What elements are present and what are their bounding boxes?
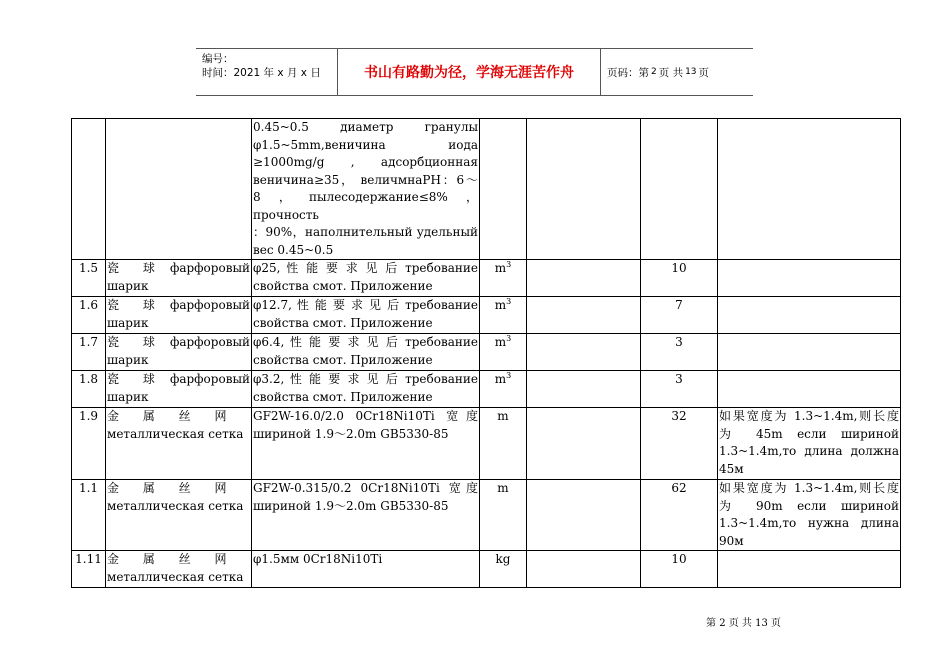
item-quantity: 7 <box>675 298 683 312</box>
item-unit-exponent: 3 <box>506 260 512 269</box>
item-spec-line: 8，пылесодержание≤8%，прочность <box>253 190 478 222</box>
item-spec-line: φ3.2, 性 能 要 求 见 后 требование <box>253 372 478 386</box>
item-name-zh: 瓷 球 <box>107 335 165 349</box>
item-note-cell <box>718 260 901 297</box>
item-unit-exponent: 3 <box>506 334 512 343</box>
item-number-cell <box>72 297 106 334</box>
item-number-cell <box>72 334 106 371</box>
item-unit: m <box>497 481 509 495</box>
item-note-cell <box>718 480 901 551</box>
item-unit: m <box>494 335 507 349</box>
item-number: 1.6 <box>78 298 99 312</box>
code-label: 编号： <box>202 53 234 65</box>
item-name-ru-first: фарфоровый <box>169 261 250 275</box>
item-spec-line: шириной 1.9～2.0m GB5330-85 <box>253 498 449 513</box>
item-number: 1.1 <box>78 481 99 495</box>
item-quantity-cell <box>641 297 718 334</box>
item-number: 1.7 <box>78 335 99 349</box>
item-name-line <box>107 297 250 315</box>
item-unit-cell <box>480 371 527 408</box>
item-spec-cell <box>252 119 480 260</box>
item-spec-cell <box>252 480 480 551</box>
item-name-ru: шарик <box>107 278 149 293</box>
item-name-cell <box>106 480 252 551</box>
item-note-cell <box>718 551 901 588</box>
item-note-cell <box>718 371 901 408</box>
page-header <box>196 48 753 96</box>
footer-b: 页 共 <box>728 618 752 629</box>
item-unit: m <box>494 261 507 275</box>
item-quantity: 3 <box>675 335 683 349</box>
item-quantity-cell <box>641 480 718 551</box>
item-name-ru: шарик <box>107 352 149 367</box>
empty-cell <box>527 408 641 480</box>
item-unit: m <box>497 409 509 423</box>
item-spec-line: GF2W-16.0/2.0 0Cr18Ni10Ti 宽度 <box>253 409 478 423</box>
item-name-line <box>107 371 250 389</box>
item-note-line: 1.3~1.4m,то длина должна <box>719 444 899 458</box>
footer-total: 13 <box>755 618 768 629</box>
item-quantity-cell <box>641 408 718 480</box>
item-note-line: 如果宽度为 1.3~1.4m,则长度 <box>719 481 899 495</box>
page-number: 2 <box>651 67 657 77</box>
item-name-line <box>107 334 250 352</box>
item-number: 1.5 <box>78 261 99 275</box>
item-name-zh: 金 属 丝 网 <box>107 552 237 566</box>
empty-cell <box>527 551 641 588</box>
item-unit-cell <box>480 551 527 588</box>
item-name-cell <box>106 260 252 297</box>
item-name-zh: 瓷 球 <box>107 261 165 275</box>
item-spec-line: 0.45~0.5 диаметр гранулы <box>253 120 478 134</box>
empty-cell <box>527 334 641 371</box>
empty-cell <box>527 480 641 551</box>
item-note-cell <box>718 119 901 260</box>
header-meta <box>196 49 338 95</box>
item-spec-line: φ1.5мм 0Cr18Ni10Ti <box>253 552 383 566</box>
item-spec-line: GF2W-0.315/0.2 0Cr18Ni10Ti 宽度 <box>253 481 478 495</box>
item-quantity-cell <box>641 260 718 297</box>
item-unit-cell <box>480 408 527 480</box>
table-row <box>72 408 901 480</box>
item-name-line <box>107 408 250 426</box>
item-spec-line: свойства смот. Приложение <box>253 389 433 404</box>
item-number-cell <box>72 119 106 260</box>
item-spec-line: вес 0.45~0.5 <box>253 242 334 257</box>
item-quantity-cell <box>641 334 718 371</box>
empty-cell <box>527 297 641 334</box>
item-number-cell <box>72 371 106 408</box>
item-spec-cell <box>252 334 480 371</box>
item-spec-cell <box>252 551 480 588</box>
footer-a: 第 <box>706 618 716 629</box>
item-quantity: 32 <box>671 409 687 423</box>
table-row <box>72 119 901 260</box>
item-unit-cell <box>480 480 527 551</box>
item-unit-cell <box>480 260 527 297</box>
item-spec-line: φ25, 性 能 要 求 见 后 требование <box>253 261 478 275</box>
item-spec-cell <box>252 371 480 408</box>
item-name-zh: 金 属 丝 网 <box>107 409 237 423</box>
item-spec-line: φ1.5~5mm,веничина иода <box>253 137 478 152</box>
time-label: 时间：2021 年 x 月 x 日 <box>202 67 321 79</box>
item-name-cell <box>106 408 252 480</box>
empty-cell <box>527 119 641 260</box>
item-unit: kg <box>495 552 511 566</box>
footer-page: 2 <box>719 618 726 629</box>
item-number: 1.8 <box>78 372 99 386</box>
item-spec-line: свойства смот. Приложение <box>253 278 433 293</box>
empty-cell <box>527 260 641 297</box>
table-row <box>72 260 901 297</box>
item-quantity-cell <box>641 371 718 408</box>
item-unit-cell <box>480 334 527 371</box>
item-unit-exponent: 3 <box>506 371 512 380</box>
item-name-ru: металлическая сетка <box>107 426 244 441</box>
item-unit: m <box>494 298 507 312</box>
page-label-c: 页 <box>698 66 710 79</box>
item-name-ru-first: фарфоровый <box>169 298 250 312</box>
header-page-info <box>601 49 753 95</box>
item-note-line: 为 90m если шириной <box>719 498 899 513</box>
item-spec-cell <box>252 408 480 480</box>
materials-table <box>71 118 901 588</box>
item-name-ru-first: фарфоровый <box>169 372 250 386</box>
table-row <box>72 334 901 371</box>
item-quantity: 3 <box>675 372 683 386</box>
item-name-zh: 瓷 球 <box>107 298 165 312</box>
item-note-line: 1.3~1.4m,то нужна длина 90м <box>719 516 899 548</box>
table-row <box>72 551 901 588</box>
item-spec-line: шириной 1.9～2.0m GB5330-85 <box>253 426 449 441</box>
item-name-cell <box>106 371 252 408</box>
empty-cell <box>527 371 641 408</box>
page-footer <box>706 614 781 629</box>
item-name-cell <box>106 297 252 334</box>
item-name-zh: 瓷 球 <box>107 372 165 386</box>
page-label-a: 页码：第 <box>607 66 649 79</box>
item-name-ru: металлическая сетка <box>107 498 244 513</box>
item-unit-cell <box>480 297 527 334</box>
table-row <box>72 371 901 408</box>
item-note-line: 如果宽度为 1.3~1.4m,则长度 <box>719 409 899 423</box>
footer-c: 页 <box>771 618 782 629</box>
item-note-cell <box>718 297 901 334</box>
item-name-ru: шарик <box>107 315 149 330</box>
item-spec-line: φ12.7, 性 能 要 求 见 后 требование <box>253 298 478 312</box>
item-number-cell <box>72 408 106 480</box>
item-spec-line: свойства смот. Приложение <box>253 352 433 367</box>
header-motto: 书山有路勤为径，学海无涯苦作舟 <box>338 49 601 95</box>
item-number-cell <box>72 260 106 297</box>
item-note-cell <box>718 334 901 371</box>
item-unit-exponent: 3 <box>506 297 512 306</box>
item-number: 1.9 <box>78 409 99 423</box>
item-quantity-cell <box>641 551 718 588</box>
item-name-ru-first: фарфоровый <box>169 335 250 349</box>
item-name-line <box>107 551 250 569</box>
table-row <box>72 297 901 334</box>
item-quantity: 62 <box>671 481 687 495</box>
item-name-ru: металлическая сетка <box>107 569 244 584</box>
item-quantity: 10 <box>671 261 687 275</box>
item-name-cell <box>106 551 252 588</box>
item-name-ru: шарик <box>107 389 149 404</box>
item-spec-line: φ6.4, 性 能 要 求 见 后 требование <box>253 335 478 349</box>
page-label-b: 页 共 <box>658 66 684 79</box>
item-spec-line: ≥1000mg/g , адсорбционная <box>253 155 478 169</box>
item-unit: m <box>494 372 507 386</box>
item-number-cell <box>72 480 106 551</box>
item-note-line: 45м <box>719 461 744 476</box>
item-spec-line: ：90%，наполнительный удельный <box>253 225 478 239</box>
item-unit-cell <box>480 119 527 260</box>
item-spec-cell <box>252 297 480 334</box>
page-total: 13 <box>685 67 697 77</box>
item-name-zh: 金 属 丝 网 <box>107 481 237 495</box>
item-note-line: 为 45m если шириной <box>719 426 899 441</box>
item-spec-cell <box>252 260 480 297</box>
item-name-line <box>107 260 250 278</box>
item-quantity-cell <box>641 119 718 260</box>
item-quantity: 10 <box>671 552 687 566</box>
item-name-cell <box>106 119 252 260</box>
item-note-cell <box>718 408 901 480</box>
item-spec-line: свойства смот. Приложение <box>253 315 433 330</box>
item-number: 1.11 <box>75 552 102 566</box>
item-name-line <box>107 480 250 498</box>
item-spec-line: веничина≥35， величмнаPH：6～ <box>253 172 478 187</box>
table-row <box>72 480 901 551</box>
item-number-cell <box>72 551 106 588</box>
item-name-cell <box>106 334 252 371</box>
